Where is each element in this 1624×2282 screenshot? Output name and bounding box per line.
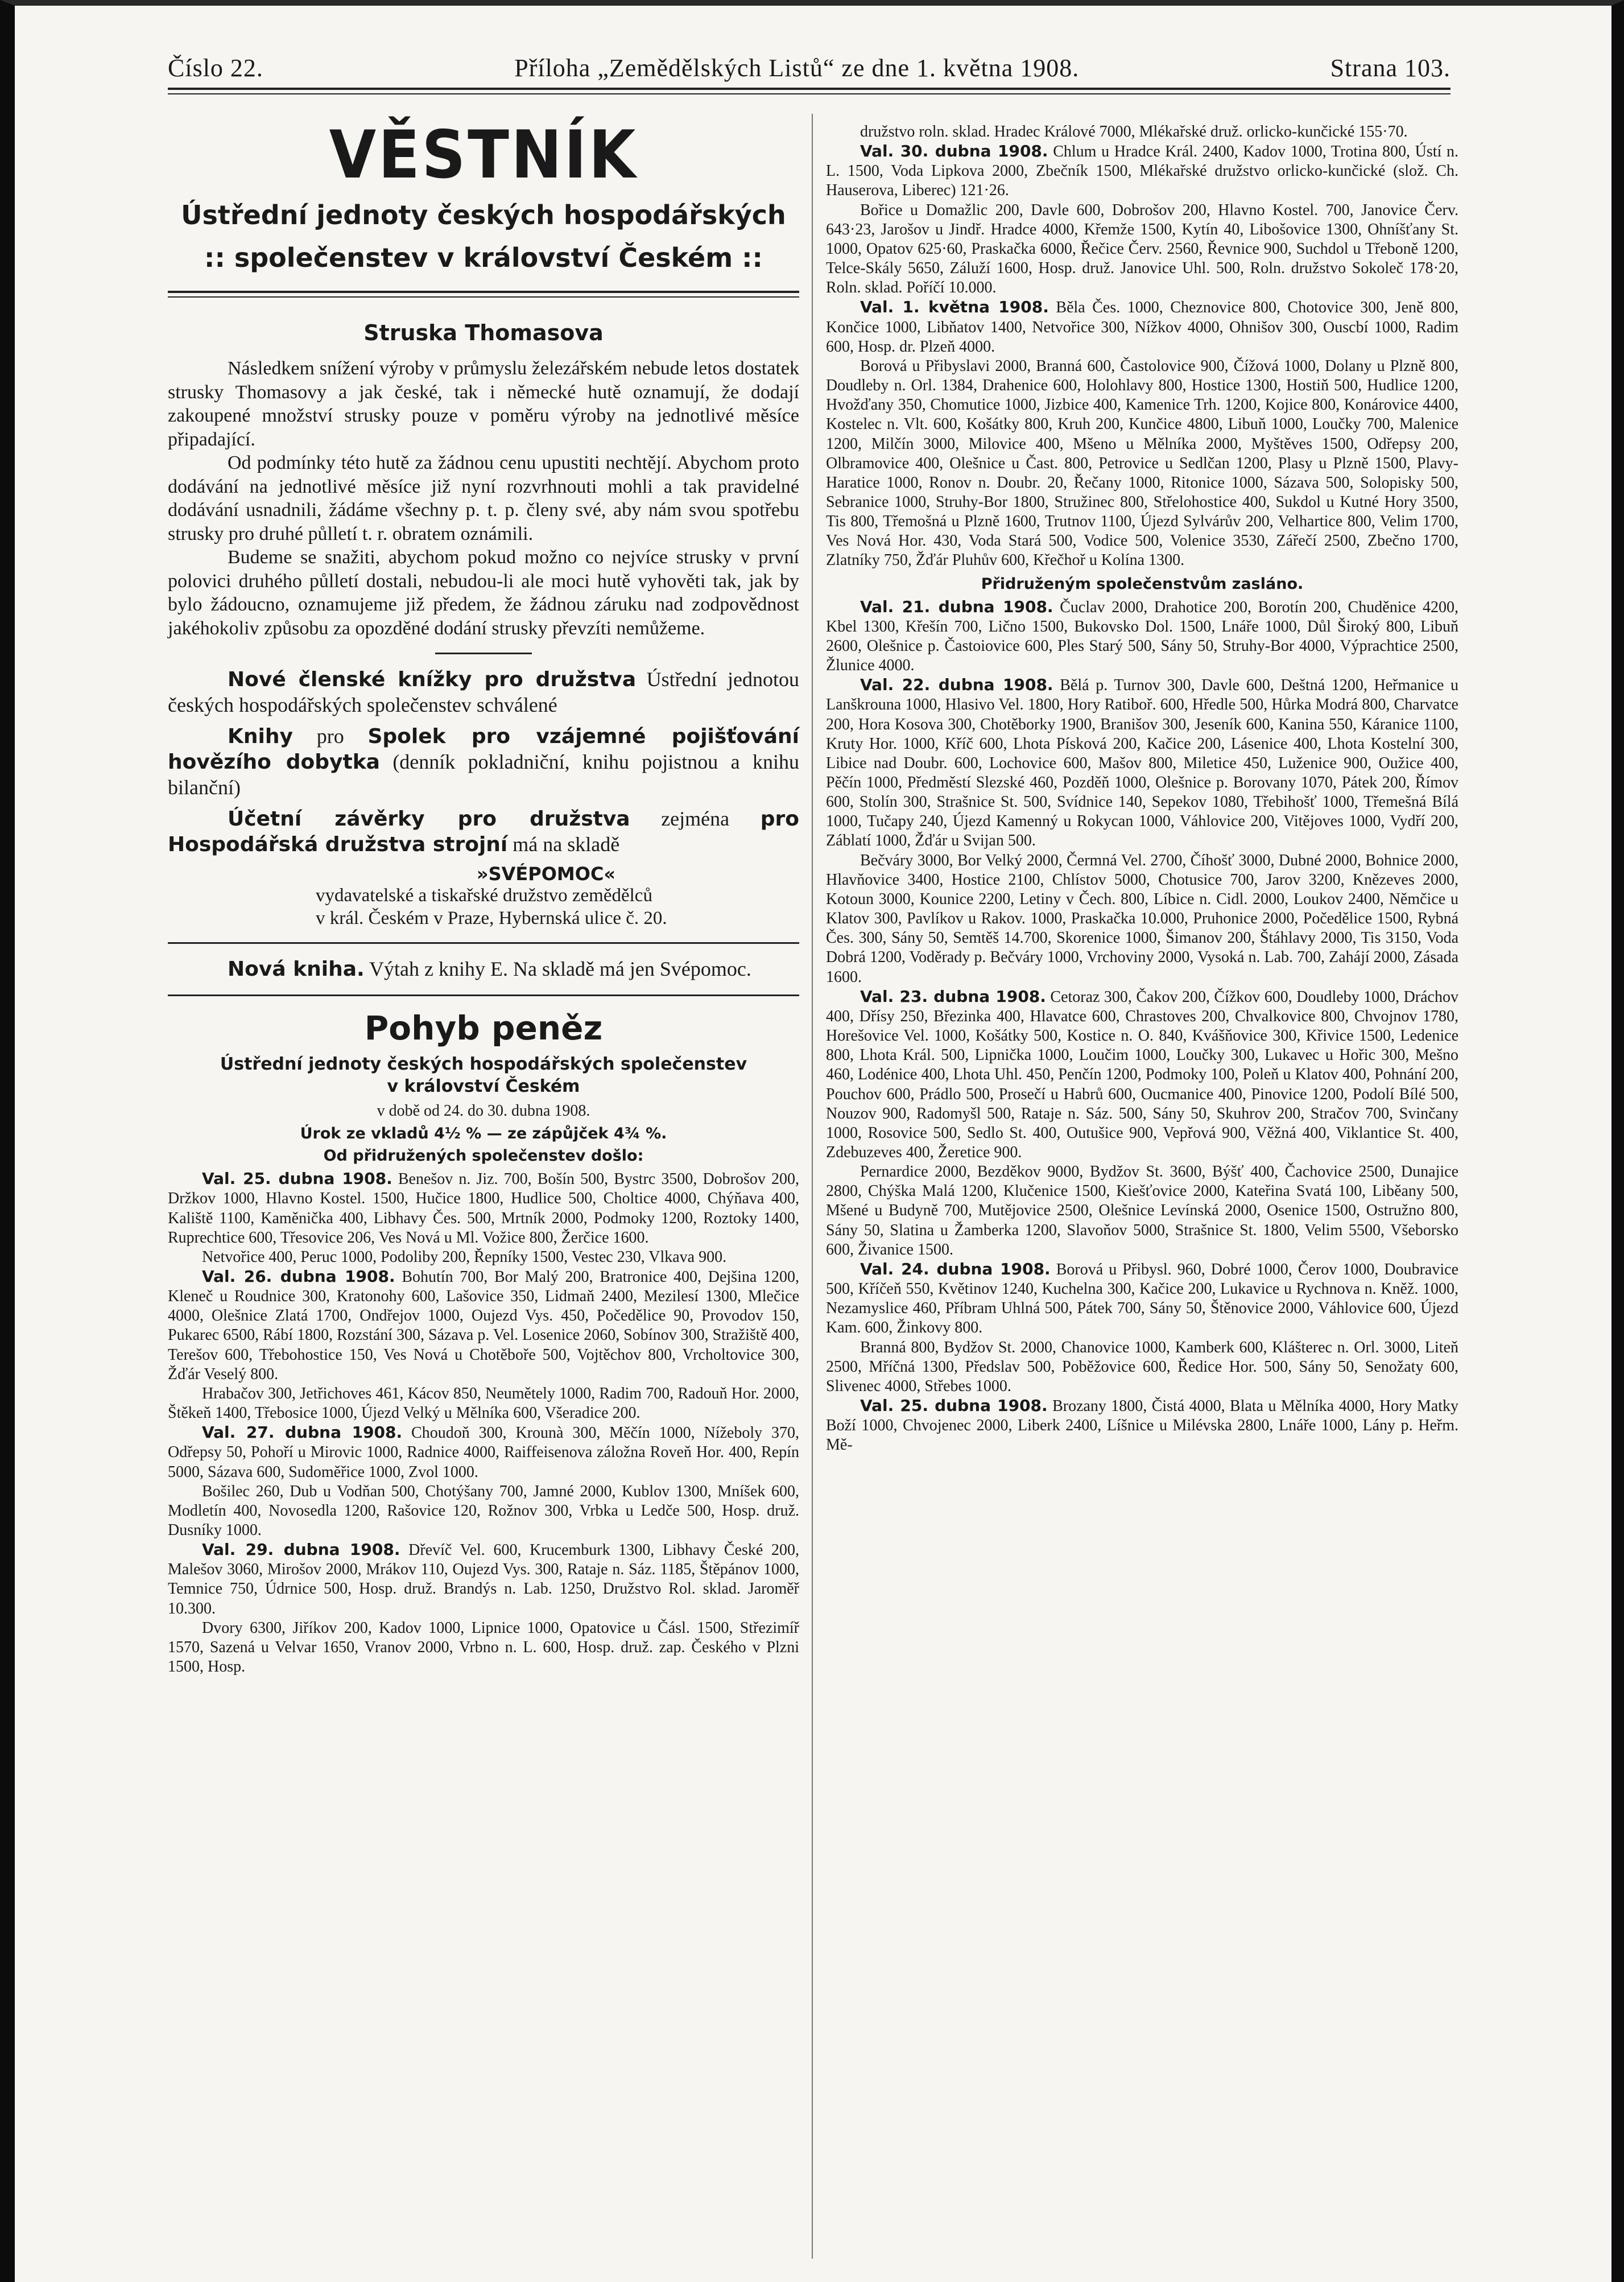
entry-text: Hrabačov 300, Jetřichoves 461, Kácov 850, Neumětely 1000, Radim 700, Radouň Hor. 2000, Štěkeň 1400, Třebosice 1000, Újezd Velký u Mělníka 600, Všeradice 200.: [168, 1384, 799, 1422]
entry-text: Čuclav 2000, Drahotice 200, Borotín 200, Chuděnice 4200, Kbel 1300, Křešín 700, Lično 1500, Bukovsko Dol. 1500, Lnáře 1000, Důl Široký 800, Libuň 2600, Olešnice p. Častoiovice 600, Ples Starý 500, Sány 50, Struhy-Bor 4000, Výprachtice 2500, Žlunice 4000.: [826, 598, 1459, 675]
movement-rule: [168, 994, 799, 996]
entry-text: Cetoraz 300, Čakov 200, Čížkov 600, Doudleby 1000, Dráchov 400, Dřísy 250, Březinka 400, Hlavatce 600, Chrastoves 200, Chvalkovice 800, Chvojnov 1780, Horešovice Vel. 1000, Košátky 500, Kostice n. O. 840, Kvášňovice 300, Křivice 1500, Ledenice 800, Lhota Král. 500, Lipnička 1000, Loučim 1000, Loučky 300, Lukavec u Hořic 300, Mešno 460, Lodénice 400, Lhota Uhl. 450, Penčín 1200, Podmoky 100, Poleň u Klatov 400, Pohnání 200, Pouchov 600, Prádlo 500, Prosečí u Habrů 600, Oucmanice 400, Pinovice 1200, Podolí Bílé 500, Nouzov 900, Radomyšl 500, Rataje n. Sáz. 500, Sány 50, Skuhrov 200, Stračov 700, Svinčany 1000, Rosovice 500, Sedlo St. 400, Outušice 900, Vepřová 900, Věžná 400, Viklantice St. 400, Zdebuzeves 400, Žeretice 900.: [826, 988, 1458, 1161]
notice-rule: [168, 942, 799, 944]
entry-date: Val. 29. dubna 1908.: [202, 1540, 400, 1559]
masthead-rule: [168, 291, 799, 293]
masthead-title: VĚSTNÍK: [329, 117, 638, 193]
entry-text: Benešov n. Jiz. 700, Bošín 500, Bystrc 3500, Dobrošov 200, Držkov 1000, Hlavno Kostel. 1500, Hučice 1800, Hudlice 500, Choltice 4000, Chýňava 400, Kaliště 1100, Kaměnička 400, Libhavy Čes. 500, Mrtník 2000, Podmoky 1200, Roztoky 1400, Ruprechtice 600, Třesovice 206, Ves Nová u Ml. Vožice 800, Žerčice 1600.: [168, 1170, 799, 1247]
entry-date: Val. 26. dubna 1908.: [202, 1266, 395, 1286]
struska-paragraph-1: Následkem snížení výroby v průmyslu železářském nebude letos dostatek strusky Thomasovy a jak české, tak i německé hutě oznamují, že dodají zakoupené množství strusky pouze v poměru výroby na jednotlivé měsíce připadající.: [168, 358, 799, 450]
notice-accounts-bold: Účetní závěrky pro družstva: [228, 807, 630, 831]
notice-member-books-bold: Nové členské knížky pro družstva: [228, 668, 637, 691]
entry-text: Bořice u Domažlic 200, Davle 600, Dobrošov 200, Hlavno Kostel. 700, Janovice Červ. 643·23, Jarošov u Jindř. Hradce 4000, Křemže 1500, Kytín 40, Libošovice 1300, Ohníšťany St. 1000, Opatov 625·60, Praskačka 6000, Řečice Červ. 2560, Řevnice 900, Suchdol u Třeboně 1200, Telce-Skály 5650, Záluží 1600, Hosp. druž. Janovice Uhl. 500, Roln. družstvo Sokoleč 178·20, Roln. sklad. Poříčí 10.000.: [826, 201, 1458, 297]
ledger-entry: [826, 1162, 1458, 1260]
entry-text: Branná 800, Bydžov St. 2000, Chanovice 1000, Kamberk 600, Klášterec n. Orl. 3000, Liteň 2500, Mříčná 1300, Předslav 500, Poběžovice 600, Ředice Hor. 500, Sány 50, Senožaty 600, Slivenec 4000, Střebes 1000.: [826, 1338, 1458, 1395]
notice-member-books-text: Ústřední jednotou českých hospodářských společenstev schválené: [168, 668, 799, 716]
publisher-line-2: v král. Českém v Praze, Hybernská ulice č. 20.: [316, 907, 667, 929]
ledger-entry: [826, 1260, 1458, 1338]
entry-date: Val. 21. dubna 1908.: [860, 597, 1053, 616]
entry-text: Choudoň 300, Krounà 300, Měčín 1000, Nížeboly 370, Odřepsy 50, Pohoří u Mirovic 1000, Radnice 4000, Raiffeisenova záložna Roveň Hor. 400, Repín 5000, Sázava 600, Sudoměřice 1000, Zvol 1000.: [168, 1424, 799, 1481]
notice-accounts-text: má na skladě: [507, 833, 620, 856]
entry-text: Pernardice 2000, Bezděkov 9000, Bydžov St. 3600, Býšť 400, Čachovice 2500, Dunajice 2800, Chýška Malá 1200, Klučenice 1500, Kiešťovice 2000, Kateřina Svatá 100, Liběany 500, Mšené u Budyně 700, Mutějovice 2500, Olešnice Levínská 2000, Osenice 1500, Ostružno 800, Sány 50, Slatina u Žamberka 1200, Slavoňov 5000, Strašnice St. 1800, Velim 5500, Všeborsko 600, Živanice 1500.: [826, 1163, 1458, 1258]
struska-paragraph-2: Od podmínky této hutě za žádnou cenu upustiti nechtějí. Abychom proto dodávání na jednotlivé měsíce již nyní rozvrhnouti mohli a tak pravidelné dodávání usnadnili, žádáme všechny p. t. p. členy své, aby nám svou spotřebu strusky pro druhé půlletí t. r. obratem oznámili.: [168, 452, 799, 544]
notice-books-bold: Knihy: [228, 725, 293, 748]
struska-title: Struska Thomasova: [363, 320, 604, 346]
entry-date: Val. 27. dubna 1908.: [202, 1423, 403, 1442]
page-number: Strana 103.: [1330, 54, 1451, 82]
movement-subtitle-1: Ústřední jednoty českých hospodářských společenstev: [220, 1054, 747, 1075]
entry-text: družstvo roln. sklad. Hradec Králové 7000, Mlékařské druž. orlicko-kunčické 155·70.: [860, 123, 1408, 141]
ledger-entry: [826, 987, 1458, 1162]
header-rule: [168, 88, 1451, 90]
ledger-entry: [826, 1338, 1458, 1396]
section-divider: [435, 653, 532, 654]
notice-insurance-text: (denník pokladniční, knihu pojistnou a knihu bilanční): [168, 750, 799, 799]
ledger-entry: [168, 1267, 799, 1384]
entry-text: Borová u Přibyslavi 2000, Branná 600, Častolovice 900, Čížová 1000, Dolany u Plzně 800, Doudleby n. Orl. 1384, Drahenice 600, Holohlavy 800, Hostice 1300, Hostiň 500, Hudlice 1200, Hvožďany 350, Chomutice 1000, Jizbice 400, Kamenice Trh. 1200, Kojice 800, Konárovice 4400, Kostelec n. Vlt. 600, Košátky 800, Kruh 200, Kunčice 4800, Libuň 1000, Loučky 700, Malenice 1200, Milčín 3000, Milovice 400, Mšeno u Mělníka 2000, Myštěves 1500, Odřepsy 200, Olbramovice 400, Olešnice u Čast. 800, Petrovice u Sedlčan 1200, Plasy u Plzně 1500, Plavy-Haratice 1000, Ronov n. Doubr. 20, Řečany 1000, Ritonice 1000, Sázava 500, Solopisky 500, Sebranice 1000, Struhy-Bor 1800, Stružinec 800, Střelohostice 400, Sukdol u Kutné Hory 3500, Tis 800, Třemošná u Plzně 1600, Trutnov 1100, Újezd Sylvárův 200, Velhartice 800, Velim 1700, Ves Nová Hor. 430, Voda Stará 500, Vodice 500, Volenice 3530, Zářečí 2500, Zbečno 1700, Zlatníky 750, Žďár Pluhův 600, Křečhoř u Kolína 1300.: [826, 357, 1458, 570]
movement-period: v době od 24. do 30. dubna 1908.: [377, 1102, 590, 1120]
ledger-entry: [826, 597, 1458, 676]
notice-member-books: [168, 667, 799, 718]
entry-text: Běla Čes. 1000, Cheznovice 800, Chotovice 300, Jeně 800, Končice 1000, Libňatov 1400, Netvořice 300, Nížkov 4000, Ohnišov 300, Ouscbí 1000, Radim 600, Hosp. dr. Plzeň 4000.: [826, 299, 1458, 356]
notice-accounts-mid: zejména: [630, 807, 761, 830]
notice-accounts-bold2: pro Hospodářská družstva strojní: [168, 807, 799, 856]
entry-date: Val. 22. dubna 1908.: [860, 675, 1053, 695]
ledger-entry: [168, 1619, 799, 1677]
entry-date: Val. 24. dubna 1908.: [860, 1259, 1051, 1278]
entry-text: Bohutín 700, Bor Malý 200, Bratronice 400, Dejšina 1200, Kleneč u Roudnice 300, Kratonohy 600, Lašovice 350, Lidmaň 2400, Mezilesí 1300, Mlečice 4000, Olešnice Zlatá 1700, Ondřejov 1000, Oujezd Vys. 450, Počedělice 90, Provodov 150, Pukarec 6500, Rábí 1800, Rozstání 300, Sázava p. Vel. Losenice 2060, Sobínov 300, Stražiště 400, Terešov 600, Třebohostice 150, Ves Nová u Chotěboře 500, Vojtěchov 800, Vrcholtovice 300, Žďár Veselý 800.: [168, 1268, 799, 1383]
ledger-entry: [168, 1482, 799, 1540]
left-column: [168, 117, 799, 1677]
ledger-entry: [826, 298, 1458, 356]
entry-date: Val. 23. dubna 1908.: [860, 987, 1046, 1006]
ledger-entry: [168, 1423, 799, 1482]
ledger-entry: [826, 851, 1458, 987]
entry-text: Brozany 1800, Čistá 4000, Blata u Mělníka 4000, Hory Matky Boží 1000, Chvojenec 2000, Liberk 2400, Líšnice u Milévska 2800, Lnáře 1000, Lány p. Heřm. Mě-: [826, 1397, 1458, 1454]
ledger-entry: [826, 122, 1458, 142]
ledger-entry: [826, 675, 1458, 851]
entry-text: Chlum u Hradce Král. 2400, Kadov 1000, Trotina 800, Ústí n. L. 1500, Voda Lipkova 2000, Zbečník 1500, Mlékařské družstvo orlicko-kunčické (slož. Ch. Hauserova, Liberec) 121·26.: [826, 143, 1458, 200]
entry-text: Bečváry 3000, Bor Velký 2000, Čermná Vel. 2700, Číhošť 3000, Dubné 2000, Bohnice 2000, Hlavňovice 3400, Hostice 2100, Chlístov 5000, Chotusice 700, Jarov 3200, Knězeves 2000, Kotoun 3000, Kounice 2200, Letiny v Čech. 800, Líbice n. Cidl. 2000, Loukov 2400, Němčice u Klatov 300, Pavlíkov u Rakov. 1000, Praskačka 10.000, Pruhonice 2000, Počedělice 1500, Rybná Čes. 300, Sány 50, Semtěš 14.700, Skorenice 1000, Šimanov 200, Štáhlavy 2000, Tis 3150, Voda Dobrá 1200, Voděrady p. Bečváry 1000, Vrchoviny 2000, Vysoká n. Lab. 700, Zahájí 2000, Zásada 1600.: [826, 851, 1458, 986]
masthead-subtitle-1: Ústřední jednoty českých hospodářských: [181, 200, 786, 230]
column-divider: [812, 114, 813, 2259]
ledger-entry: [826, 357, 1458, 571]
received-heading: Od přidružených společenstev došlo:: [323, 1147, 644, 1165]
masthead-rule-thin: [168, 296, 799, 298]
entry-date: Val. 30. dubna 1908.: [860, 142, 1048, 161]
entry-date: Val. 1. května 1908.: [860, 298, 1049, 317]
entry-date: Val. 25. dubna 1908.: [202, 1169, 392, 1189]
ledger-entry: [826, 201, 1458, 298]
publisher-line-1: vydavatelské a tiskařské družstvo zemědělců: [316, 885, 652, 906]
movement-subtitle-2: v království Českém: [387, 1076, 580, 1097]
entry-text: Dřevíč Vel. 600, Krucemburk 1300, Libhavy České 200, Malešov 3060, Mirošov 2000, Mrákov 110, Oujezd Vys. 300, Rataje n. Sáz. 1185, Štěpánov 1000, Temnice 750, Údrnice 500, Hosp. druž. Brandýs n. Lab. 1250, Družstvo Rol. sklad. Jaroměř 10.300.: [168, 1541, 799, 1617]
entry-text: Borová u Přibysl. 960, Dobré 1000, Čerov 1000, Doubravice 500, Kříčeň 550, Květinov 1240, Kuchelna 300, Kačice 200, Lukavice u Rychnova n. Kněž. 1000, Nezamyslice 460, Příbram Uhlná 500, Pátek 700, Sány 50, Štěnovice 2000, Váhlovice 600, Újezd Kam. 600, Žinkovy 800.: [826, 1260, 1458, 1337]
notice-books-mid: pro: [292, 725, 368, 748]
ledger-entry: [168, 1169, 799, 1248]
ledger-entry: [826, 142, 1458, 200]
issue-number: Číslo 22.: [168, 54, 263, 82]
sent-heading: Přidruženým společenstvům zasláno.: [981, 575, 1304, 593]
notice-new-book: [168, 956, 799, 982]
right-entries-list: [826, 122, 1458, 1455]
publisher-name: »SVÉPOMOC«: [476, 863, 616, 885]
ledger-entry: [168, 1248, 799, 1267]
entry-text: Dvory 6300, Jiříkov 200, Kadov 1000, Lipnice 1000, Opatovice u Čásl. 1500, Střezimíř 1570, Sazená u Velvar 1650, Vranov 2000, Vrbno n. L. 600, Hosp. druž. zap. Českého v Plzni 1500, Hosp.: [168, 1619, 799, 1676]
entry-text: Bělá p. Turnov 300, Davle 600, Deštná 1200, Heřmanice u Lanškrouna 1000, Hlasivo Vel. 1800, Hory Ratiboř. 600, Hředle 500, Hůrka Modrá 800, Charvatce 200, Hora Kosova 300, Chotěborky 1900, Branišov 300, Jeseník 600, Kanina 550, Káranice 1100, Kruty Hor. 1000, Kříč 600, Lhota Písková 200, Kačice 200, Lásenice 400, Lhota Kostelní 300, Libice nad Doubr. 600, Lochovice 600, Mašov 800, Miletice 450, Luženice 900, Oužice 400, Pěčín 1000, Předměstí Slezské 460, Pozděň 1000, Olešnice p. Borovany 1070, Pátek 200, Římov 600, Stolín 300, Strašnice St. 500, Svídnice 140, Sepekov 1080, Třebihošť 1000, Třemešná Bílá 1000, Tučapy 240, Újezd Kamenný u Rokycan 1000, Váhlovice 200, Vitějoves 1000, Vydří 200, Záblatí 1000, Žďár u Svijan 500.: [826, 676, 1458, 850]
entry-date: Val. 25. dubna 1908.: [860, 1396, 1048, 1415]
ledger-entry: [168, 1384, 799, 1423]
notice-accounts: [168, 806, 799, 857]
entry-text: Bošilec 260, Dub u Vodňan 500, Chotýšany 700, Jamné 2000, Kublov 1300, Mníšek 600, Modletín 400, Novosedla 1200, Rašovice 120, Rožnov 300, Vrbka u Ledče 500, Hosp. druž. Dusníky 1000.: [168, 1482, 799, 1539]
interest-rate: Úrok ze vkladů 4½ % — ze zápůjček 4¾ %.: [300, 1125, 667, 1143]
masthead-subtitle-2: :: společenstev v království Českém ::: [204, 242, 763, 274]
left-entries-list: [168, 1169, 799, 1677]
entry-text: Netvořice 400, Peruc 1000, Podoliby 200, Řepníky 1500, Vestec 230, Vlkava 900.: [202, 1248, 727, 1266]
ledger-entry: [826, 1396, 1458, 1455]
supplement-title: Příloha „Zemědělských Listů“ ze dne 1. května 1908.: [514, 54, 1080, 82]
ledger-entry: [168, 1540, 799, 1619]
movement-title: Pohyb peněz: [364, 1009, 603, 1048]
new-book-text: Výtah z knihy E. Na skladě má jen Svépomoc.: [364, 958, 751, 981]
struska-paragraph-3: Budeme se snažiti, abychom pokud možno co nejvíce strusky v první polovici druhého půlletí dostali, nebudou-li ale moci hutě vyhověti tak, jak by bylo žádoucno, oznamujeme již předem, že žádnou záruku nad zodpovědnost jakéhokoliv způsobu za opozděné dodání strusky převzíti nemůžeme.: [168, 547, 799, 639]
new-book-bold: Nová kniha.: [228, 958, 365, 981]
notice-insurance-bold: Spolek pro vzájemné pojišťování hovězího dobytka: [168, 725, 799, 774]
header-rule-thin: [168, 93, 1451, 94]
notice-insurance-books: [168, 724, 799, 800]
right-column: [826, 122, 1458, 1455]
page-header: [168, 53, 1451, 82]
